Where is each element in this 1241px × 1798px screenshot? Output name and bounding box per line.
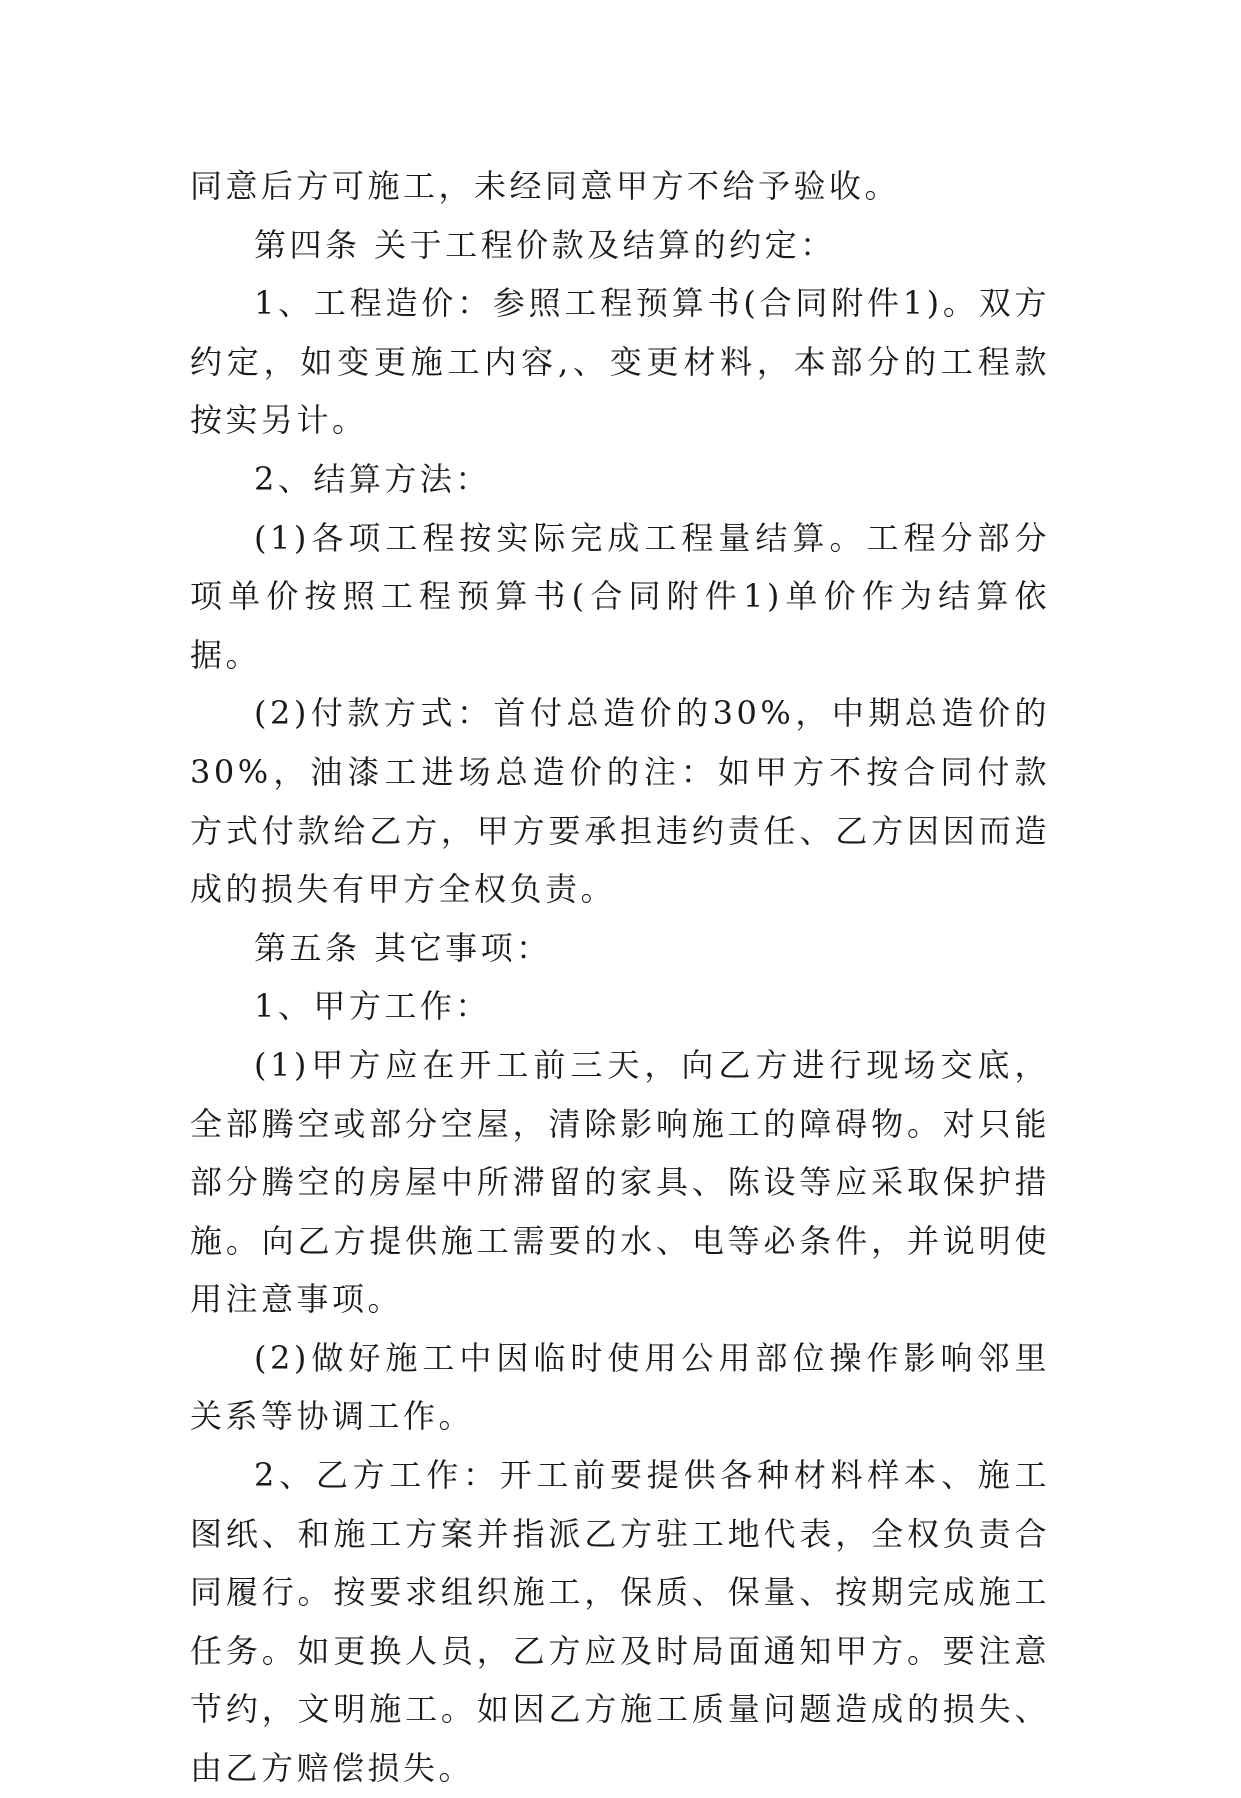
paragraph-settlement-method: 2、结算方法： bbox=[254, 459, 491, 498]
heading-article-4: 第四条 关于工程价款及结算的约定： bbox=[254, 225, 836, 264]
paragraph-project-cost: 1、工程造价：参照工程预算书(合同附件1)。双方约定，如变更施工内容,、变更材料，本部分的工程款按实另计。 bbox=[190, 284, 1050, 440]
paragraph-party-a-work: 1、甲方工作： bbox=[254, 987, 491, 1026]
paragraph-payment-method: (2)付款方式：首付总造价的30%，中期总造价的30%，油漆工进场总造价的注：如甲方不按合同付款方式付款给乙方，甲方要承担违约责任、乙方因因而造成的损失有甲方全权负责。 bbox=[190, 694, 1050, 909]
paragraph-settlement-item-1: (1)各项工程按实际完成工程量结算。工程分部分项单价按照工程预算书(合同附件1)单价作为结算依据。 bbox=[190, 518, 1050, 674]
paragraph-party-b-work: 2、乙方工作：开工前要提供各种材料样本、施工图纸、和施工方案并指派乙方驻工地代表，全权负责合同履行。按要求组织施工，保质、保量、按期完成施工任务。如更换人员，乙方应及时局面通知甲方。要注意节约，文明施工。如因乙方施工质量问题造成的损失、由乙方赔偿损失。 bbox=[190, 1456, 1050, 1788]
document-body bbox=[190, 157, 1050, 1798]
paragraph-party-a-item-1: (1)甲方应在开工前三天，向乙方进行现场交底，全部腾空或部分空屋，清除影响施工的障碍物。对只能部分腾空的房屋中所滞留的家具、陈设等应采取保护措施。向乙方提供施工需要的水、电等必条件，并说明使用注意事项。 bbox=[190, 1045, 1050, 1319]
paragraph-party-a-item-2: (2)做好施工中因临时使用公用部位操作影响邻里关系等协调工作。 bbox=[190, 1338, 1050, 1436]
heading-article-5: 第五条 其它事项： bbox=[254, 928, 552, 967]
paragraph-acceptance-condition: 同意后方可施工，未经同意甲方不给予验收。 bbox=[190, 167, 901, 205]
